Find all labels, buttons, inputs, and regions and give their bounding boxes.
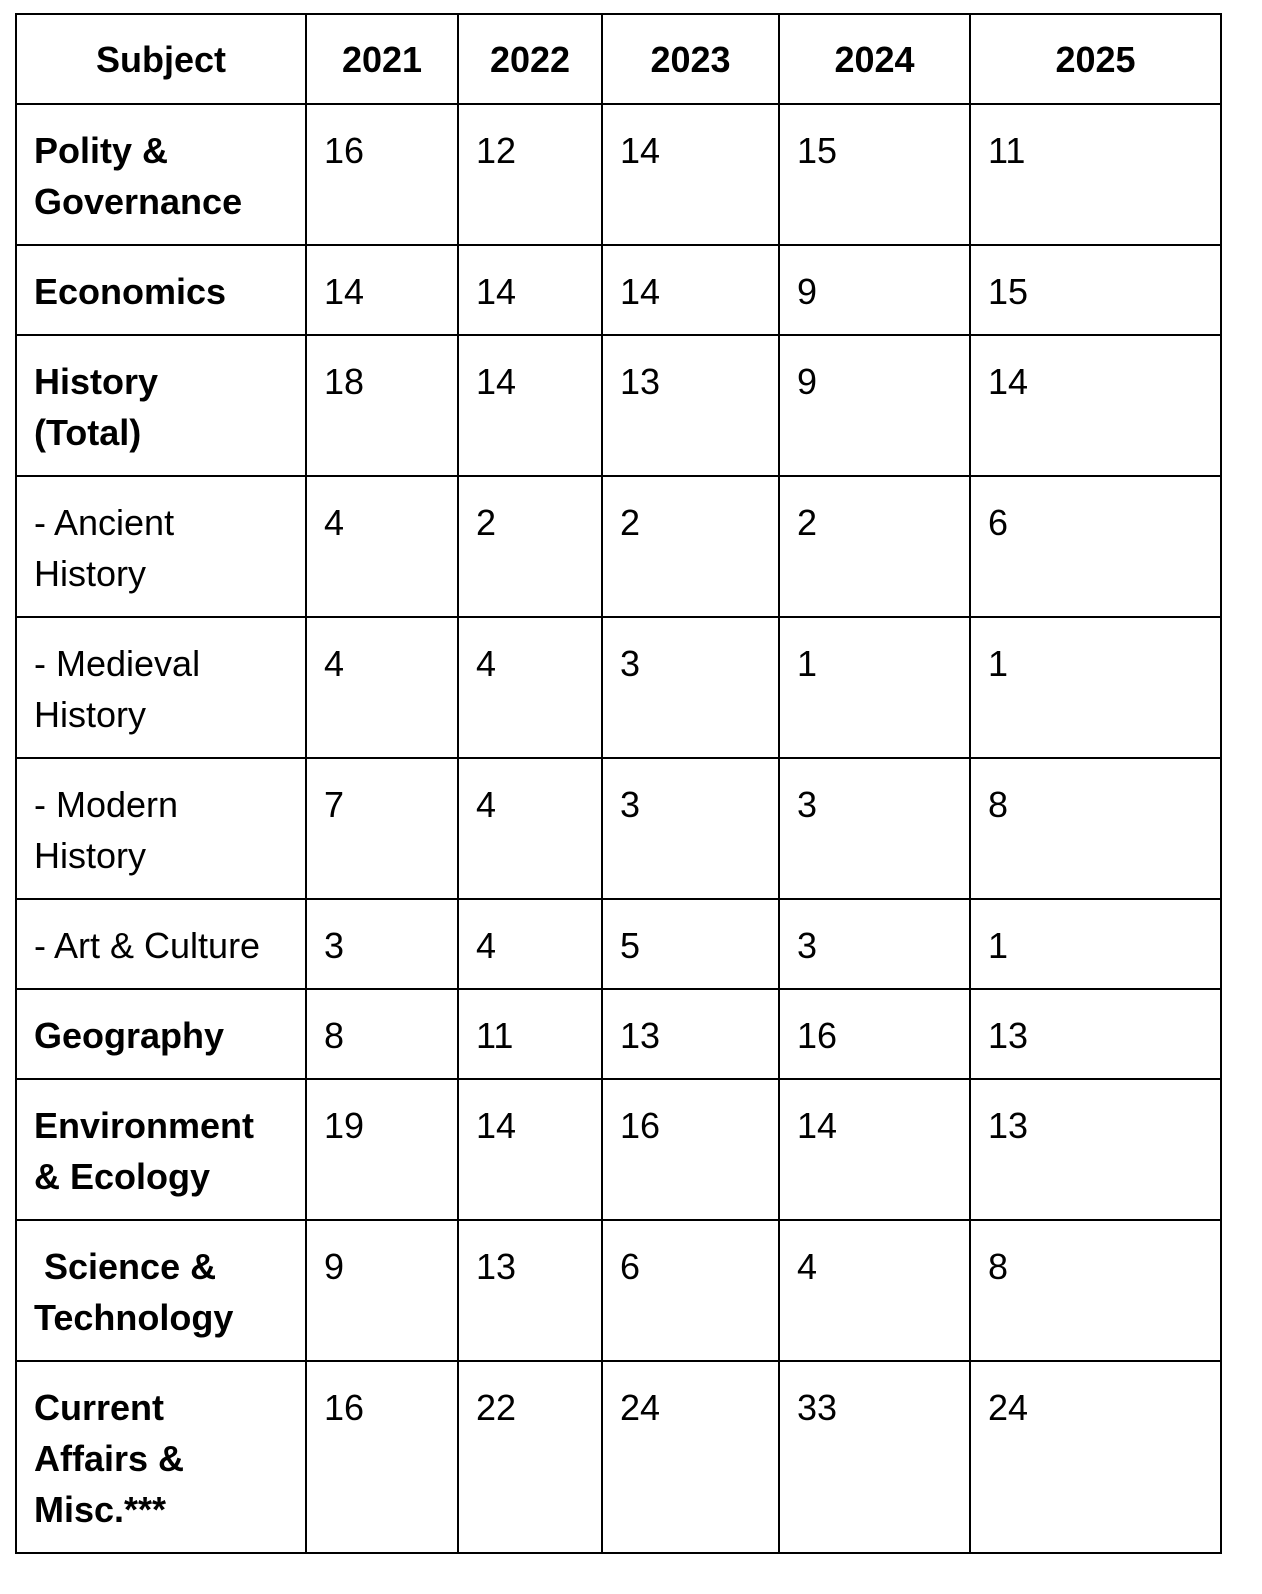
value-cell-2023: 3 <box>602 758 779 899</box>
subject-line: Governance <box>34 181 243 222</box>
value-cell-2024: 1 <box>779 617 970 758</box>
table-row-science-technology <box>16 1220 1221 1361</box>
value-cell-2025: 13 <box>970 1079 1221 1220</box>
value-cell-2021: 16 <box>306 104 458 245</box>
value-cell-2022: 4 <box>458 617 602 758</box>
value-cell-2024: 33 <box>779 1361 970 1553</box>
value-cell-2022: 14 <box>458 245 602 335</box>
value-cell-2023: 13 <box>602 989 779 1079</box>
header-cell-2025: 2025 <box>970 14 1221 104</box>
value-cell-2025: 1 <box>970 899 1221 989</box>
header-cell-2024: 2024 <box>779 14 970 104</box>
value-cell-2021: 9 <box>306 1220 458 1361</box>
table-row-environment-ecology <box>16 1079 1221 1220</box>
table-row-ancient-history <box>16 476 1221 617</box>
value-cell-2024: 15 <box>779 104 970 245</box>
value-cell-2025: 1 <box>970 617 1221 758</box>
header-cell-2023: 2023 <box>602 14 779 104</box>
value-cell-2022: 4 <box>458 899 602 989</box>
value-cell-2024: 9 <box>779 335 970 476</box>
value-cell-2023: 24 <box>602 1361 779 1553</box>
subject-line: Science & <box>44 1246 217 1287</box>
subject-cell <box>16 617 306 758</box>
subject-line: History <box>34 361 159 402</box>
value-cell-2021: 4 <box>306 476 458 617</box>
subject-cell <box>16 104 306 245</box>
subject-cell <box>16 899 306 989</box>
header-cell-subject: Subject <box>16 14 306 104</box>
subject-line: Polity & <box>34 130 169 171</box>
value-cell-2022: 2 <box>458 476 602 617</box>
value-cell-2021: 14 <box>306 245 458 335</box>
table-row-polity-governance <box>16 104 1221 245</box>
subject-cell <box>16 1361 306 1553</box>
value-cell-2023: 14 <box>602 104 779 245</box>
value-cell-2021: 8 <box>306 989 458 1079</box>
value-cell-2022: 14 <box>458 1079 602 1220</box>
value-cell-2025: 14 <box>970 335 1221 476</box>
value-cell-2025: 13 <box>970 989 1221 1079</box>
header-row <box>16 14 1221 104</box>
value-cell-2021: 4 <box>306 617 458 758</box>
value-cell-2023: 3 <box>602 617 779 758</box>
header-cell-2022: 2022 <box>458 14 602 104</box>
value-cell-2025: 11 <box>970 104 1221 245</box>
value-cell-2023: 13 <box>602 335 779 476</box>
subject-cell <box>16 1220 306 1361</box>
subject-year-table <box>15 13 1222 1554</box>
value-cell-2023: 5 <box>602 899 779 989</box>
table-row-economics <box>16 245 1221 335</box>
subject-line: Technology <box>34 1297 234 1338</box>
subject-line: (Total) <box>34 412 142 453</box>
subject-cell <box>16 476 306 617</box>
subject-cell <box>16 335 306 476</box>
header-cell-2021: 2021 <box>306 14 458 104</box>
value-cell-2025: 24 <box>970 1361 1221 1553</box>
subject-line: & Ecology <box>34 1156 211 1197</box>
table-row-art-culture <box>16 899 1221 989</box>
value-cell-2023: 16 <box>602 1079 779 1220</box>
value-cell-2025: 8 <box>970 758 1221 899</box>
value-cell-2022: 11 <box>458 989 602 1079</box>
subject-line: - Art & Culture <box>34 925 261 966</box>
value-cell-2024: 2 <box>779 476 970 617</box>
value-cell-2024: 14 <box>779 1079 970 1220</box>
value-cell-2021: 16 <box>306 1361 458 1553</box>
value-cell-2023: 14 <box>602 245 779 335</box>
value-cell-2023: 2 <box>602 476 779 617</box>
value-cell-2024: 16 <box>779 989 970 1079</box>
value-cell-2022: 22 <box>458 1361 602 1553</box>
table-row-history-total <box>16 335 1221 476</box>
value-cell-2023: 6 <box>602 1220 779 1361</box>
value-cell-2025: 6 <box>970 476 1221 617</box>
value-cell-2024: 4 <box>779 1220 970 1361</box>
subject-line: - Ancient <box>34 502 175 543</box>
subject-line: - Medieval <box>34 643 201 684</box>
subject-cell <box>16 758 306 899</box>
value-cell-2024: 9 <box>779 245 970 335</box>
subject-cell <box>16 1079 306 1220</box>
subject-line: History <box>34 835 147 876</box>
subject-line: History <box>34 553 147 594</box>
value-cell-2024: 3 <box>779 899 970 989</box>
subject-line: Geography <box>34 1015 225 1056</box>
value-cell-2022: 14 <box>458 335 602 476</box>
value-cell-2021: 18 <box>306 335 458 476</box>
subject-line: Current <box>34 1387 165 1428</box>
value-cell-2022: 4 <box>458 758 602 899</box>
subject-cell <box>16 245 306 335</box>
subject-line: History <box>34 694 147 735</box>
subject-line: Economics <box>34 271 227 312</box>
value-cell-2022: 13 <box>458 1220 602 1361</box>
value-cell-2021: 3 <box>306 899 458 989</box>
subject-line: - Modern <box>34 784 179 825</box>
table-row-geography <box>16 989 1221 1079</box>
value-cell-2024: 3 <box>779 758 970 899</box>
value-cell-2021: 19 <box>306 1079 458 1220</box>
subject-cell <box>16 989 306 1079</box>
value-cell-2025: 15 <box>970 245 1221 335</box>
value-cell-2025: 8 <box>970 1220 1221 1361</box>
table-row-modern-history <box>16 758 1221 899</box>
table-row-current-affairs-misc <box>16 1361 1221 1553</box>
value-cell-2021: 7 <box>306 758 458 899</box>
subject-line: Affairs & <box>34 1438 185 1479</box>
subject-line: Misc.*** <box>34 1489 167 1530</box>
subject-line: Environment <box>34 1105 255 1146</box>
value-cell-2022: 12 <box>458 104 602 245</box>
table-row-medieval-history <box>16 617 1221 758</box>
